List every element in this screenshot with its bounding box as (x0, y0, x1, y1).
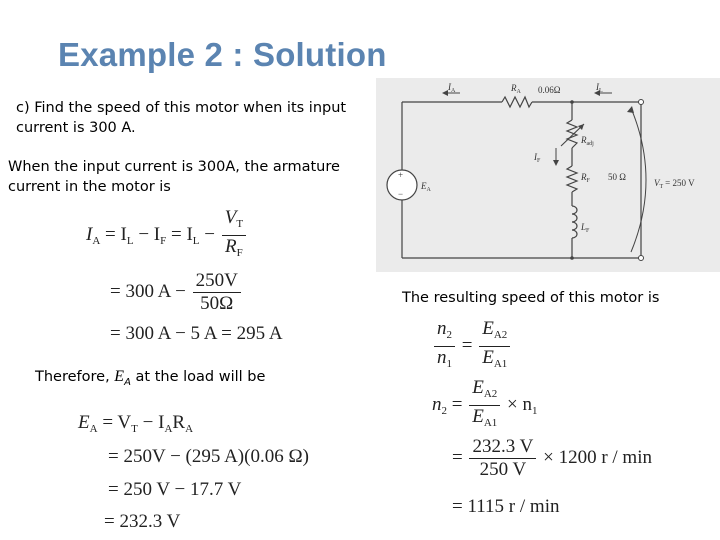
label-lf: $L_F$ (581, 222, 590, 234)
ea-eq-line-2: = 250V − (295 A)(0.06 Ω) (108, 446, 309, 467)
sub: 1 (446, 358, 452, 370)
symbol-n: n (437, 347, 447, 368)
denominator: 250 V (479, 459, 527, 480)
eq-part: R (172, 412, 186, 433)
label-ia: $I_A$ (448, 82, 456, 94)
times-1200: × 1200 r / min (543, 446, 652, 468)
symbol-E: E (472, 377, 484, 398)
sub: A (92, 234, 101, 247)
sub: A2 (483, 388, 498, 400)
label-if: $I_F$ (534, 152, 541, 164)
inductor-lf (572, 206, 577, 238)
eq-part: = I (170, 223, 193, 245)
page-title: Example 2 : Solution (58, 36, 387, 73)
ea-eq-line-1 (78, 412, 193, 435)
symbol-E: E (482, 347, 494, 368)
armature-eq-line-2 (110, 270, 243, 315)
eq-part: = V (102, 412, 132, 433)
label-rf-value: 50 Ω (608, 172, 626, 182)
symbol-I: I (86, 223, 93, 245)
sub: L (192, 234, 200, 247)
armature-eq-line-3: = 300 A − 5 A = 295 A (110, 323, 283, 344)
equals: = (461, 334, 473, 356)
numerator: V (224, 207, 237, 228)
denominator: 50Ω (200, 293, 234, 314)
eq-part: − (204, 223, 215, 245)
intro-line-1: When the input current is 300A, the armature (8, 159, 340, 175)
speed-eq-line-3 (452, 436, 652, 481)
sub: L (126, 234, 134, 247)
symbol-E: E (472, 406, 484, 427)
times-n1: × n (507, 393, 532, 415)
fraction-n2-n1 (434, 318, 455, 375)
label-vt: $V_T = 250$ V (654, 178, 695, 190)
label-il: $I_L$ (596, 82, 603, 94)
denominator: R (225, 236, 237, 257)
fraction-250v-50ohm (193, 270, 241, 315)
ea-eq-line-3: = 250 V − 17.7 V (108, 479, 242, 500)
fraction-232-250 (469, 436, 536, 481)
label-plus: + (398, 170, 404, 180)
eq-part: − I (142, 412, 165, 433)
sub: A2 (493, 329, 508, 341)
symbol-n: n (432, 393, 442, 415)
circuit-svg (376, 78, 720, 272)
sub: A (164, 423, 173, 435)
symbol-E: E (482, 318, 494, 339)
question-line-2: current is 300 A. (16, 120, 136, 136)
numerator: 232.3 V (469, 436, 536, 459)
sub: A (124, 376, 131, 388)
symbol-E: E (114, 368, 125, 385)
equals: = (451, 393, 463, 415)
label-ra-value: 0.06Ω (538, 85, 561, 95)
fraction-vt-rf (222, 207, 246, 264)
resistor-radj (567, 120, 577, 148)
sub: A (185, 423, 194, 435)
numerator: 250V (193, 270, 241, 293)
sub: F (160, 234, 167, 247)
sub: A1 (483, 417, 498, 429)
eq-part: = 300 A − (110, 280, 186, 302)
speed-eq-line-4: = 1115 r / min (452, 496, 560, 517)
symbol-E: E (78, 412, 90, 433)
speed-eq-line-2 (432, 377, 538, 434)
ea-eq-line-4: = 232.3 V (104, 511, 181, 532)
sub: A1 (493, 358, 508, 370)
sub: 1 (532, 404, 538, 417)
therefore-before: Therefore, (35, 369, 115, 385)
resistor-ra (502, 97, 532, 107)
label-ra: $R_A$ (511, 83, 521, 95)
sub: A (89, 423, 98, 435)
sub: 2 (441, 404, 447, 417)
fraction-ea2-ea1 (479, 318, 510, 375)
question-text (16, 98, 346, 138)
sub: F (236, 247, 243, 259)
sub: T (236, 218, 244, 230)
label-radj: $R_{adj}$ (581, 135, 594, 147)
therefore-text (35, 367, 265, 393)
therefore-after: at the load will be (130, 369, 266, 385)
speed-intro-text: The resulting speed of this motor is (402, 290, 660, 306)
question-line-1: c) Find the speed of this motor when its input (16, 100, 347, 116)
intro-line-2: current in the motor is (8, 179, 171, 195)
circuit-diagram (376, 78, 720, 272)
fraction-ea2-ea1-2 (469, 377, 500, 434)
label-minus: − (398, 189, 404, 199)
speed-eq-line-1 (432, 318, 512, 375)
equals: = (452, 446, 463, 468)
label-rf: $R_F$ (581, 172, 590, 184)
resistor-rf (567, 166, 577, 192)
symbol-n: n (437, 318, 447, 339)
eq-part: = I (105, 223, 127, 245)
label-ea: $E_A$ (421, 181, 431, 193)
eq-part: − I (138, 223, 161, 245)
armature-eq-line-1 (86, 207, 248, 264)
sub: T (131, 423, 138, 435)
sub: 2 (446, 329, 452, 341)
intro-text (8, 157, 340, 197)
